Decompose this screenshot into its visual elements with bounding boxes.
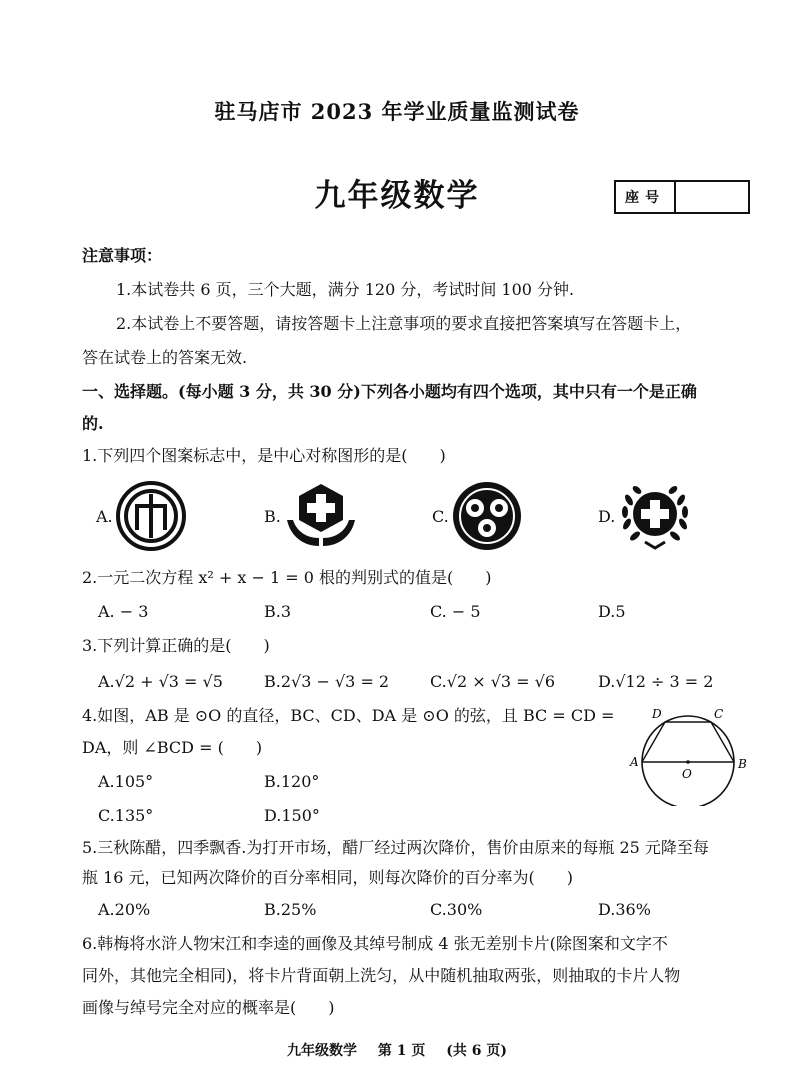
figure-label-b: B [738,757,747,771]
question-3-option-d[interactable]: D.√12 ÷ 3 = 2 [598,672,714,691]
question-4-stem-line-1: 4.如图，AB 是 ⊙O 的直径，BC、CD、DA 是 ⊙O 的弦，且 BC = CD = [82,706,615,725]
notes-item-1: 1.本试卷共 6 页，三个大题，满分 120 分，考试时间 100 分钟. [116,280,575,299]
question-5-stem-line-1: 5.三秋陈醋，四季飘香.为打开市场，醋厂经过两次降价，售价由原来的每瓶 25 元降至每 [82,838,709,857]
question-1-option-d[interactable] [598,480,693,552]
question-4-option-b[interactable]: B.120° [264,772,320,791]
figure-label-d: D [652,707,662,721]
notes-item-2-line-1: 2.本试卷上不要答题，请按答题卡上注意事项的要求直接把答案填写在答题卡上， [116,314,692,333]
question-1-option-b[interactable] [264,480,359,552]
option-letter: C. [432,506,449,526]
question-5-option-a[interactable]: A.20% [98,900,151,919]
question-3-option-a[interactable]: A.√2 + √3 = √5 [98,672,223,691]
footer-page-number: 第 1 页 [377,1043,426,1059]
figure-label-o: O [682,767,692,781]
question-1-stem: 1.下列四个图案标志中，是中心对称图形的是( ) [82,446,446,465]
exam-title: 驻马店市 2023 年学业质量监测试卷 [214,99,580,124]
question-5-option-c[interactable]: C.30% [430,900,483,919]
red-cross-wreath-icon [617,480,693,552]
page-footer [0,1040,794,1060]
section-heading-line-2: 的. [82,414,104,433]
figure-label-c: C [714,707,724,721]
women-federation-icon [451,480,523,552]
section-heading-line-1: 一、选择题。(每小题 3 分，共 30 分)下列各小题均有四个选项，其中只有一个是正确 [82,382,697,401]
question-5-option-d[interactable]: D.36% [598,900,651,919]
question-6-stem-line-3: 画像与绰号完全对应的概率是( ) [82,998,335,1017]
option-letter: B. [264,506,281,526]
question-3-option-c[interactable]: C.√2 × √3 = √6 [430,672,556,691]
option-letter: A. [96,506,113,526]
question-2-option-d[interactable]: D.5 [598,602,626,621]
option-letter: D. [598,506,616,526]
seat-number-label: 座号 [616,182,676,212]
question-3-stem: 3.下列计算正确的是( ) [82,636,270,655]
seat-number-box [614,180,750,214]
question-5-option-b[interactable]: B.25% [264,900,317,919]
question-4-option-c[interactable]: C.135° [98,806,154,825]
question-1-option-c[interactable] [432,480,523,552]
question-2-option-b[interactable]: B.3 [264,602,292,621]
question-4-option-d[interactable]: D.150° [264,806,320,825]
question-5-stem-line-2: 瓶 16 元，已知两次降价的百分率相同，则每次降价的百分率为( ) [82,868,574,887]
question-3-option-b[interactable]: B.2√3 − √3 = 2 [264,672,390,691]
circle-logo-icon [115,480,187,552]
notes-heading: 注意事项： [82,246,163,265]
question-2-option-c[interactable]: C. − 5 [430,602,481,621]
footer-total-pages: (共 6 页) [446,1043,507,1059]
question-6-stem-line-1: 6.韩梅将水浒人物宋江和李逵的画像及其绰号制成 4 张无差别卡片(除图案和文字不 [82,934,668,953]
question-1-option-a[interactable] [96,480,187,552]
footer-subject: 九年级数学 [287,1043,357,1059]
seat-number-field[interactable] [676,182,748,212]
question-4-option-a[interactable]: A.105° [98,772,154,791]
figure-label-a: A [630,755,639,769]
question-2-option-a[interactable]: A. − 3 [98,602,149,621]
notes-item-2-line-2: 答在试卷上的答案无效. [82,348,248,367]
question-4-stem-line-2: DA，则 ∠BCD = ( ) [82,738,263,757]
question-6-stem-line-2: 同外，其他完全相同)，将卡片背面朝上洗匀，从中随机抽取两张，则抽取的卡片人物 [82,966,681,985]
cross-hands-icon [283,480,359,552]
subject-title: 九年级数学 [314,178,480,214]
circle-diameter-figure [628,700,774,806]
question-2-stem: 2.一元二次方程 x² + x − 1 = 0 根的判别式的值是( ) [82,568,492,587]
